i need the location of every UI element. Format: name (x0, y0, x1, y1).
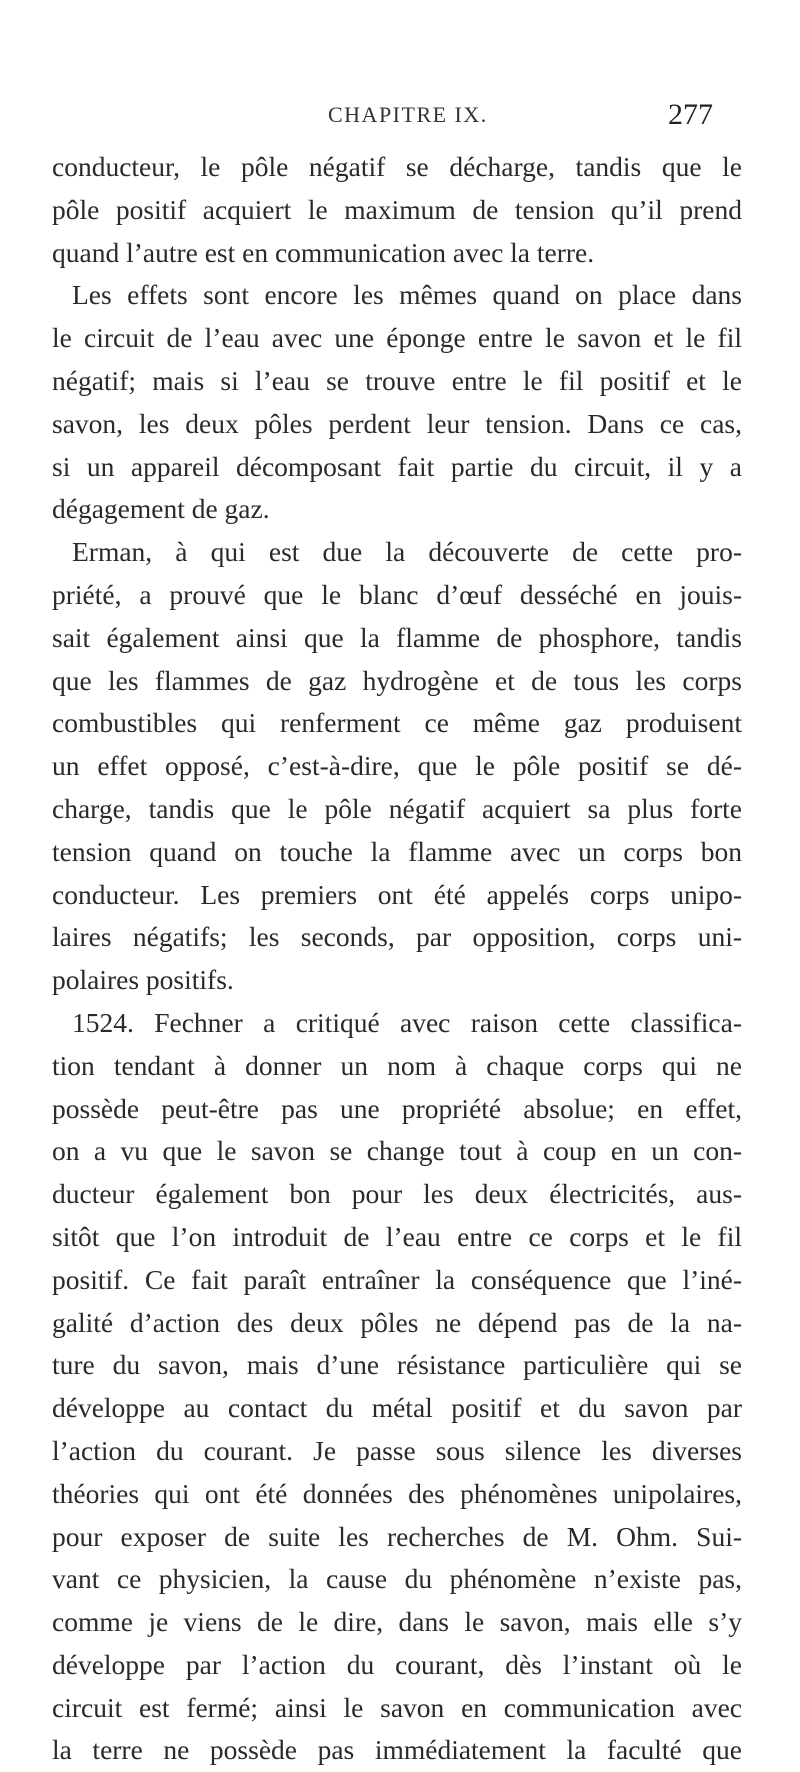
text-line: le circuit de l’eau avec une éponge entre le savon et le fil (52, 322, 742, 354)
text-line: conducteur, le pôle négatif se décharge, tandis que le (52, 151, 742, 182)
text-line: que les flammes de gaz hydrogène et de tous les corps (52, 664, 742, 696)
text-line: Erman, à qui est due la découverte de cette pro- (72, 536, 742, 568)
text-line: négatif; mais si l’eau se trouve entre le fil positif et le (52, 364, 742, 396)
text-line: 1524. Fechner a critiqué avec raison cette classifica- (72, 1006, 742, 1038)
text-line: développe par l’action du courant, dès l’instant où le (52, 1648, 742, 1680)
text-line: la terre ne possède pas immédiatement la faculté que (52, 1734, 742, 1766)
text-line: comme je viens de le dire, dans le savon, mais elle s’y (52, 1606, 742, 1638)
running-head (0, 98, 800, 138)
text-line: théories qui ont été données des phénomènes unipolaires, (52, 1477, 742, 1509)
text-line: un effet opposé, c’est-à-dire, que le pôle positif se dé- (52, 750, 742, 782)
text-line: savon, les deux pôles perdent leur tension. Dans ce cas, (52, 407, 742, 439)
text-line: tension quand on touche la flamme avec un corps bon (52, 835, 742, 867)
text-line: pour exposer de suite les recherches de M. Ohm. Sui- (52, 1520, 742, 1552)
page-number: 277 (668, 98, 713, 131)
text-line: si un appareil décomposant fait partie du circuit, il y a (52, 450, 742, 482)
text-line: galité d’action des deux pôles ne dépend pas de la na- (52, 1306, 742, 1338)
text-line: possède peut-être pas une propriété absolue; en effet, (52, 1092, 742, 1124)
text-line: charge, tandis que le pôle négatif acquiert sa plus forte (52, 792, 742, 824)
text-line: Les effets sont encore les mêmes quand on place dans (72, 279, 742, 311)
body-text (52, 146, 742, 1772)
text-line: ducteur également bon pour les deux électricités, aus- (52, 1178, 742, 1210)
text-line: sait également ainsi que la flamme de phosphore, tandis (52, 621, 742, 653)
text-line: conducteur. Les premiers ont été appelés corps unipo- (52, 878, 742, 910)
text-line: positif. Ce fait paraît entraîner la conséquence que l’iné- (52, 1263, 742, 1295)
text-line: développe au contact du métal positif et du savon par (52, 1392, 742, 1424)
text-line: laires négatifs; les seconds, par opposition, corps uni- (52, 921, 742, 953)
text-line: vant ce physicien, la cause du phénomène n’existe pas, (52, 1563, 742, 1595)
text-line: tion tendant à donner un nom à chaque corps qui ne (52, 1049, 742, 1081)
text-line: combustibles qui renferment ce même gaz produisent (52, 707, 742, 739)
text-line: sitôt que l’on introduit de l’eau entre ce corps et le fil (52, 1220, 742, 1252)
text-line: pôle positif acquiert le maximum de tension qu’il prend (52, 193, 742, 225)
text-line: quand l’autre est en communication avec la terre. (52, 236, 595, 268)
text-line: ture du savon, mais d’une résistance particulière qui se (52, 1349, 742, 1381)
chapter-title: CHAPITRE IX. (328, 102, 488, 127)
text-line: priété, a prouvé que le blanc d’œuf desséché en jouis- (52, 578, 742, 610)
text-line: polaires positifs. (52, 964, 234, 996)
text-line: dégagement de gaz. (52, 493, 270, 525)
text-line: l’action du courant. Je passe sous silence les diverses (52, 1434, 742, 1466)
text-line: on a vu que le savon se change tout à coup en un con- (52, 1135, 742, 1167)
text-line: circuit est fermé; ainsi le savon en communication avec (52, 1691, 742, 1723)
